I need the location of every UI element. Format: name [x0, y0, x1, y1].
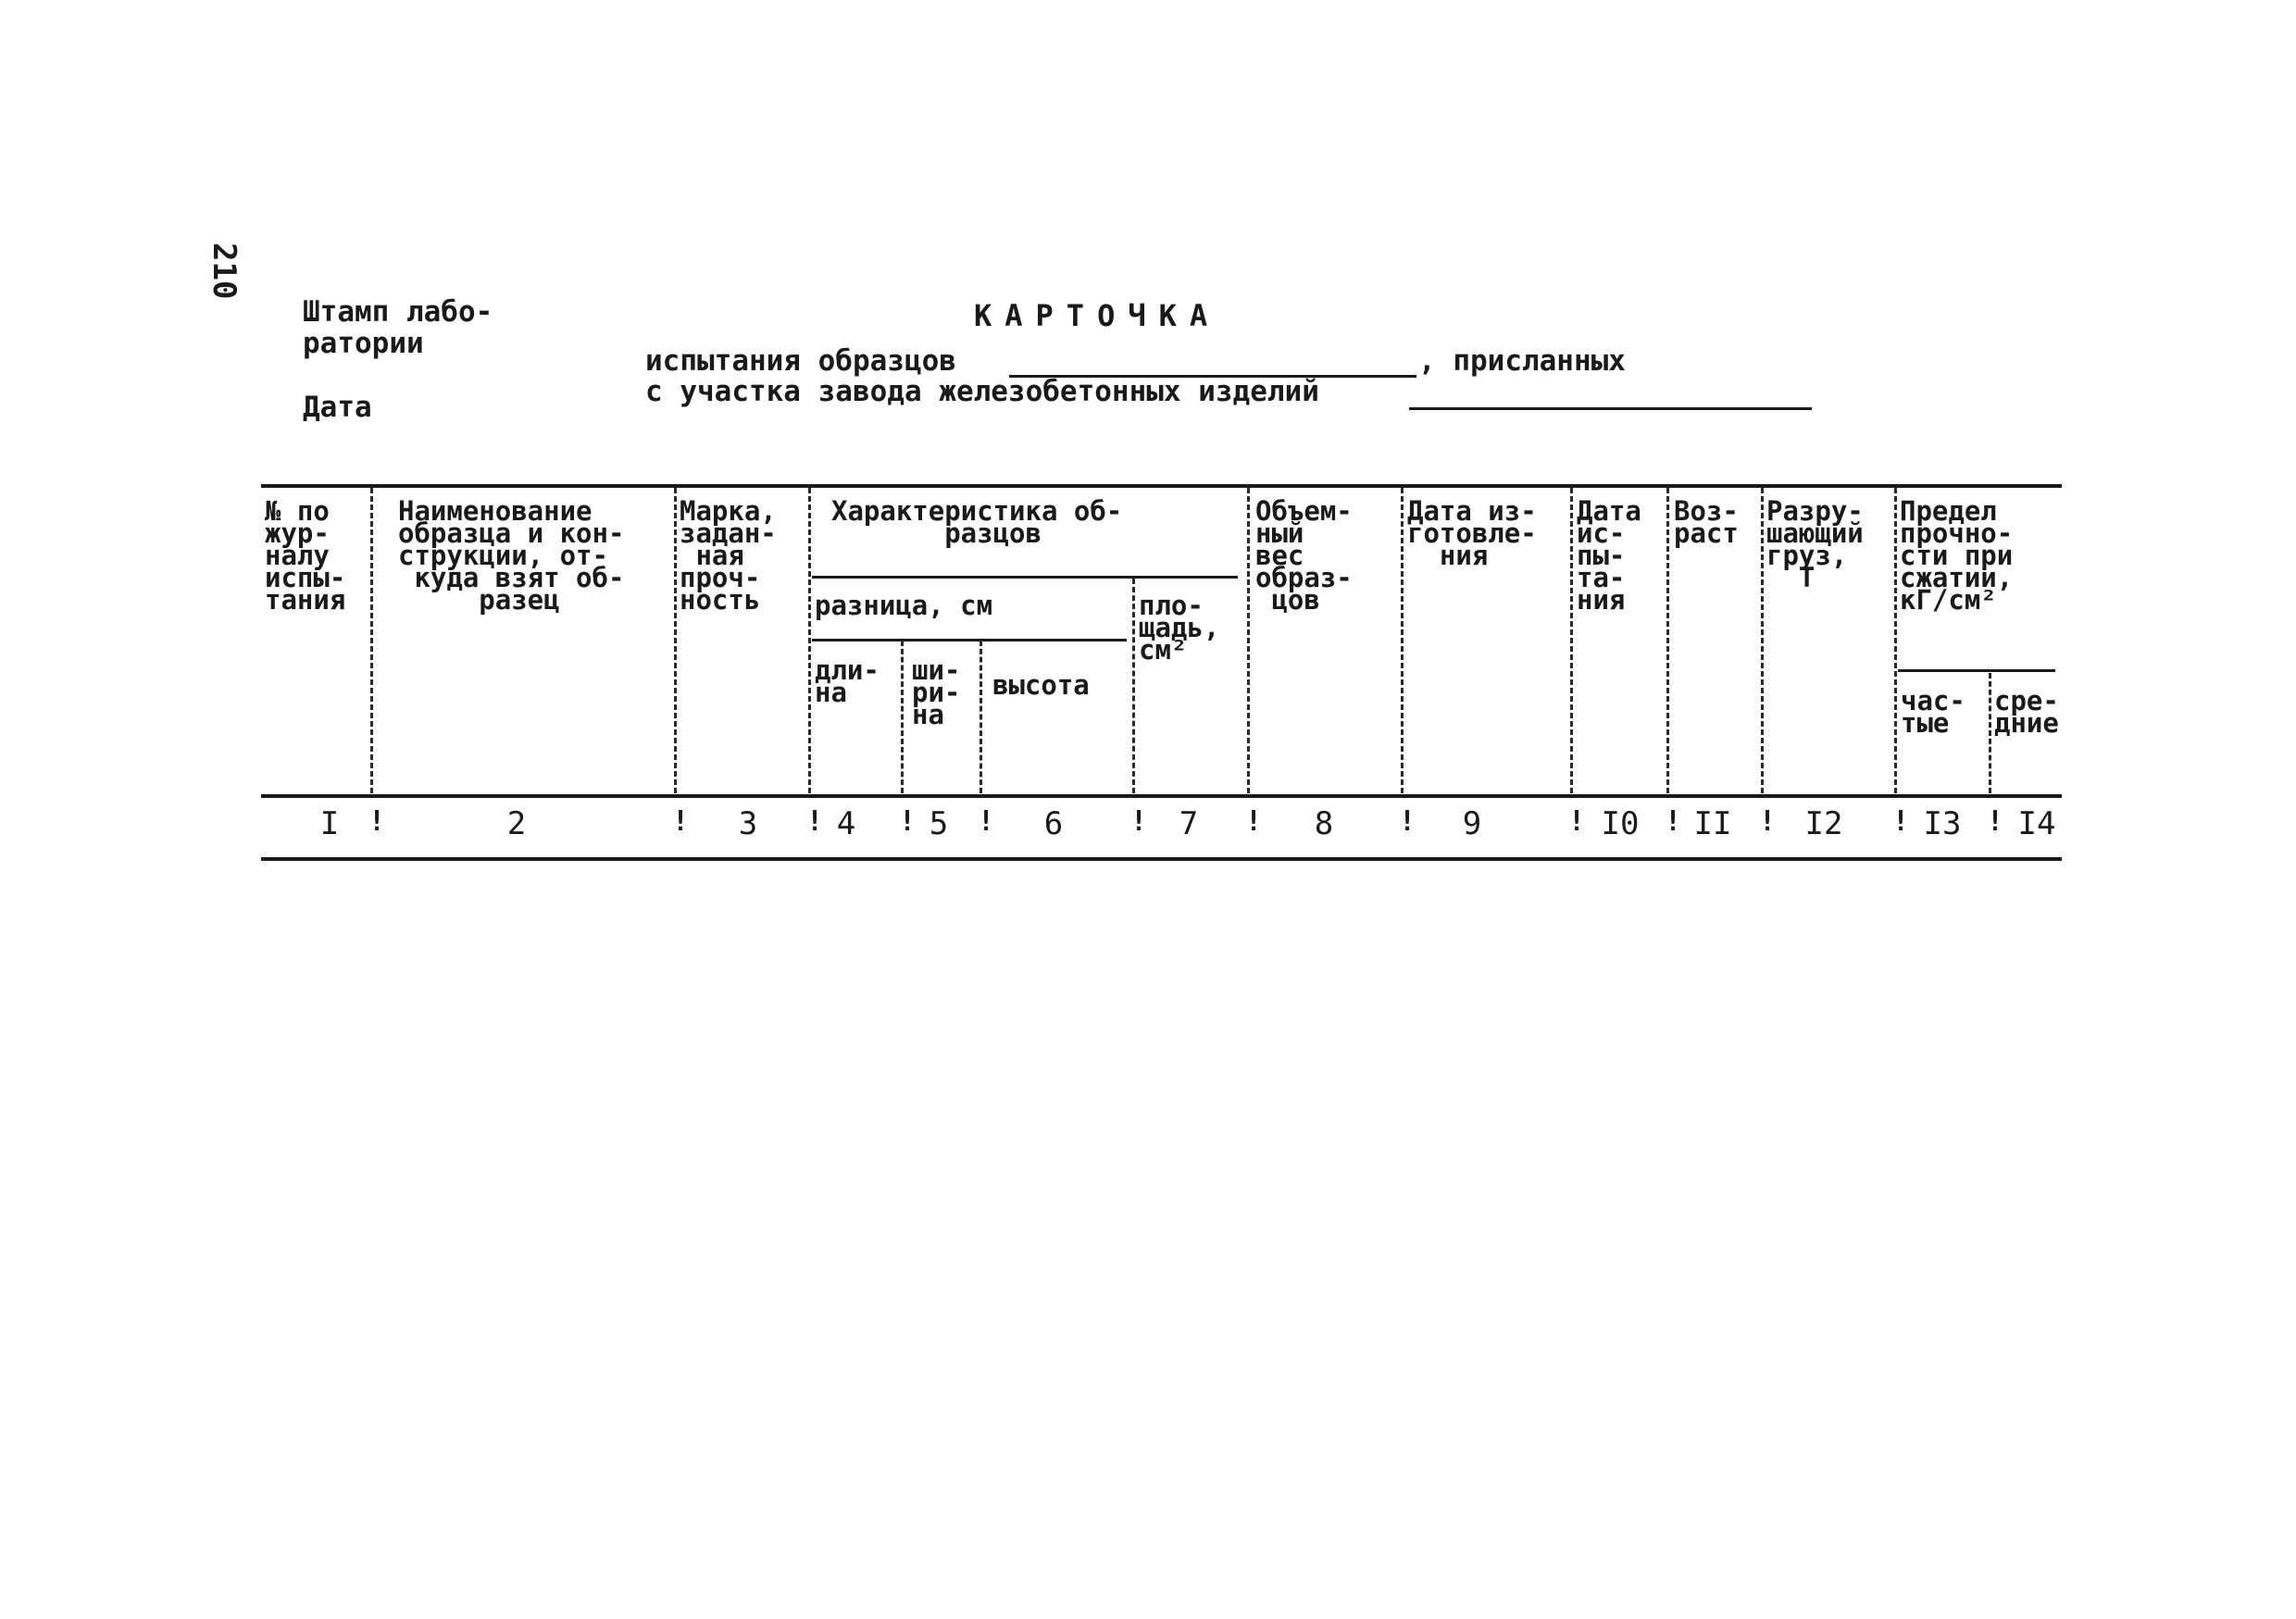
header-sample-name: Наименование образца и кон- струкции, от- куда взят об- разец	[398, 495, 625, 616]
row-separator: !	[1130, 805, 1148, 838]
strength-sub-rule	[1898, 669, 2055, 672]
table-header-bottom-rule	[261, 794, 2062, 798]
page-number: 210	[206, 243, 243, 300]
column-number: 2	[506, 805, 527, 842]
row-separator: !	[899, 805, 917, 838]
stamp-label: Штамп лабо- ратории	[303, 295, 493, 360]
col-sep	[1401, 488, 1404, 793]
size-sub-rule	[812, 639, 1127, 641]
column-number: I3	[1923, 805, 1962, 842]
header-height: высота	[992, 669, 1090, 701]
header-sample-characteristics: Характеристика об- разцов	[831, 495, 1123, 549]
row-separator: !	[1892, 805, 1910, 838]
header-area: пло- щадь, см²	[1139, 590, 1220, 666]
col-sep	[1570, 488, 1573, 793]
row-separator: !	[1665, 805, 1682, 838]
group-char-rule	[812, 576, 1238, 579]
column-number: 6	[1043, 805, 1064, 842]
header-compressive-strength: Предел прочно- сти при сжатии, кГ/см²	[1900, 495, 2014, 616]
header-volume-weight: Объем- ный вес образ- цов	[1255, 495, 1353, 616]
col-sep	[1989, 673, 1991, 793]
row-separator: !	[806, 805, 824, 838]
header-length: дли- на	[815, 654, 880, 708]
column-number: 9	[1462, 805, 1482, 842]
row-separator: !	[1987, 805, 2004, 838]
column-number: 5	[929, 805, 949, 842]
column-number: I2	[1804, 805, 1843, 842]
row-separator: !	[1399, 805, 1416, 838]
column-number: 3	[738, 805, 758, 842]
column-number: 8	[1314, 805, 1334, 842]
col-sep	[1247, 488, 1250, 793]
column-number: 7	[1179, 805, 1199, 842]
col-sep	[1132, 579, 1135, 793]
column-number: I	[319, 805, 340, 842]
table-bottom-rule	[261, 857, 2062, 861]
row-separator: !	[1245, 805, 1263, 838]
column-number: II	[1693, 805, 1732, 842]
header-average: сре- дние	[1994, 685, 2059, 739]
header-journal-no: № по жур- налу испы- тания	[265, 495, 346, 616]
col-sep	[1761, 488, 1764, 793]
header-age: Воз- раст	[1674, 495, 1739, 549]
document-title: КАРТОЧКА	[974, 298, 1221, 333]
col-sep	[901, 641, 904, 793]
col-sep	[980, 641, 982, 793]
column-number: I4	[2017, 805, 2056, 842]
col-sep	[674, 488, 677, 793]
col-sep	[1894, 488, 1897, 793]
column-number: 4	[836, 805, 856, 842]
header-width: ши- ри- на	[912, 654, 961, 730]
header-size-difference: разница, см	[815, 590, 993, 621]
header-test-date: Дата ис- пы- та- ния	[1577, 495, 1641, 616]
row-separator: !	[978, 805, 995, 838]
row-separator: !	[368, 805, 386, 838]
site-blank-line	[1409, 407, 1812, 410]
row-separator: !	[672, 805, 690, 838]
header-grade: Марка, задан- ная проч- ность	[680, 495, 777, 616]
row-separator: !	[1759, 805, 1777, 838]
subtitle-line1: испытания образцов	[645, 344, 956, 378]
date-label: Дата	[303, 391, 372, 424]
col-sep	[808, 488, 811, 793]
subtitle-line1-suffix: , присланных	[1418, 344, 1626, 378]
header-manufacture-date: Дата из- готовле- ния	[1407, 495, 1537, 571]
row-separator: !	[1568, 805, 1586, 838]
col-sep	[370, 488, 373, 793]
table-top-rule	[261, 484, 2062, 488]
column-number: I0	[1601, 805, 1640, 842]
col-sep	[1666, 488, 1669, 793]
header-partial: час- тые	[1901, 685, 1965, 739]
subtitle-line2: с участка завода железобетонных изделий	[645, 375, 1319, 408]
header-breaking-load: Разру- шающий груз, Т	[1766, 495, 1864, 593]
